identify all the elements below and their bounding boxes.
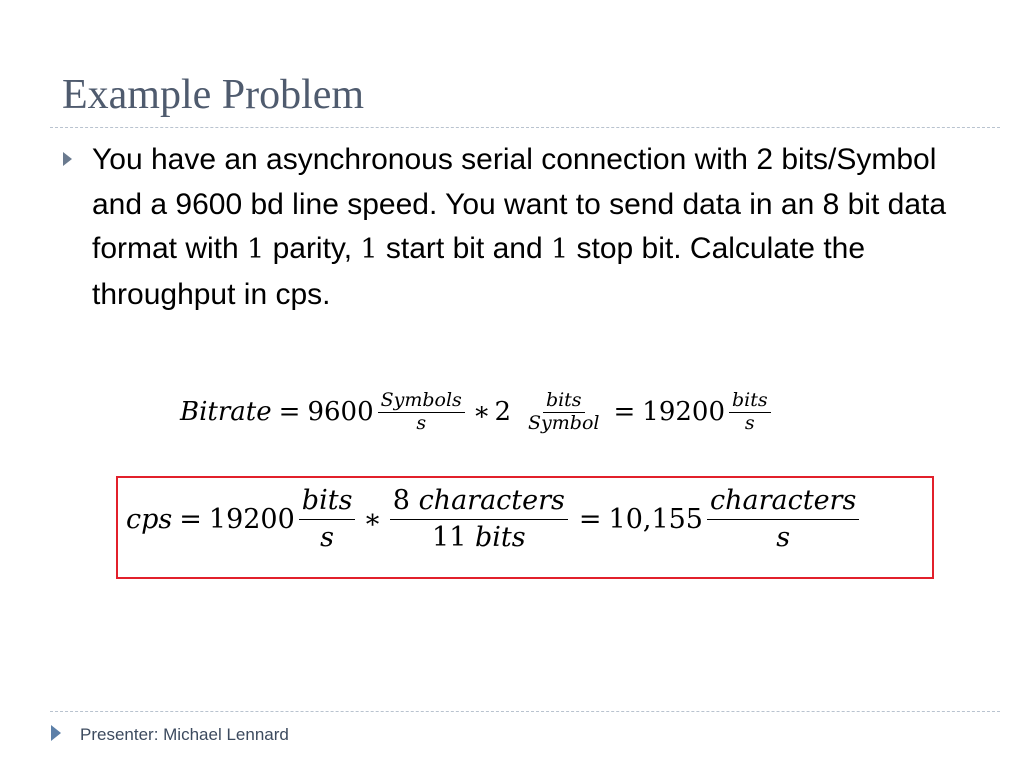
problem-text-part: stop bit. Calculate the throughput in cps. <box>92 232 866 311</box>
fraction-numerator: bits <box>299 483 356 520</box>
fraction-bits-per-second <box>299 483 356 557</box>
footer-triangle-icon <box>51 725 61 741</box>
equation-value: 2 <box>494 397 512 428</box>
fraction-characters-per-second <box>707 483 859 557</box>
problem-text-part: You have an asynchronous serial connection with 2 bits/Symbol and a 9600 bd line speed. You want to send data in an 8 bit data format with <box>92 143 947 265</box>
fraction-denominator: s <box>744 411 755 434</box>
equation-result: 10,155 <box>608 504 703 536</box>
equation-value: 9600 <box>307 397 374 428</box>
problem-number: 1 <box>360 234 378 265</box>
equals-sign: = <box>179 504 202 536</box>
fraction-numerator: Symbols <box>378 390 465 413</box>
problem-number: 1 <box>551 234 569 265</box>
fraction-numerator: bits <box>543 390 585 413</box>
problem-statement <box>92 138 982 317</box>
fraction-symbols-per-second <box>378 390 465 435</box>
equals-sign: = <box>578 504 602 536</box>
fraction-numerator: bits <box>729 390 771 413</box>
cps-equation <box>126 483 863 557</box>
numerator-value: 8 <box>392 485 410 516</box>
problem-text-part: start bit and <box>377 232 551 265</box>
fraction-bits-per-second <box>729 390 771 435</box>
denominator-value: 11 <box>432 522 467 554</box>
multiply-sign: ∗ <box>472 397 491 428</box>
fraction-characters-per-bits <box>390 483 568 557</box>
denominator-unit: bits <box>475 522 526 554</box>
fraction-denominator: s <box>776 522 791 554</box>
multiply-sign: ∗ <box>363 504 382 536</box>
slide-title: Example Problem <box>62 72 365 118</box>
fraction-denominator: s <box>416 411 427 434</box>
equals-sign: = <box>613 397 636 428</box>
numerator-unit: characters <box>418 485 565 516</box>
fraction-numerator <box>390 483 568 520</box>
equation-lhs: cps <box>126 504 173 536</box>
equals-sign: = <box>278 397 301 428</box>
problem-text-part: parity, <box>264 232 361 265</box>
presenter-credit: Presenter: Michael Lennard <box>80 725 289 744</box>
title-divider <box>50 127 1000 128</box>
bitrate-equation <box>180 390 775 435</box>
problem-number: 1 <box>247 234 265 265</box>
equation-value: 19200 <box>208 504 295 536</box>
footer-divider <box>50 711 1000 712</box>
fraction-denominator: Symbol <box>528 411 600 434</box>
fraction-denominator <box>429 520 529 556</box>
fraction-numerator: characters <box>707 483 859 520</box>
equation-result: 19200 <box>642 397 725 428</box>
fraction-bits-per-symbol <box>525 390 602 435</box>
bullet-triangle-icon <box>63 152 72 166</box>
fraction-denominator: s <box>320 522 335 554</box>
equation-lhs: Bitrate <box>180 397 272 428</box>
